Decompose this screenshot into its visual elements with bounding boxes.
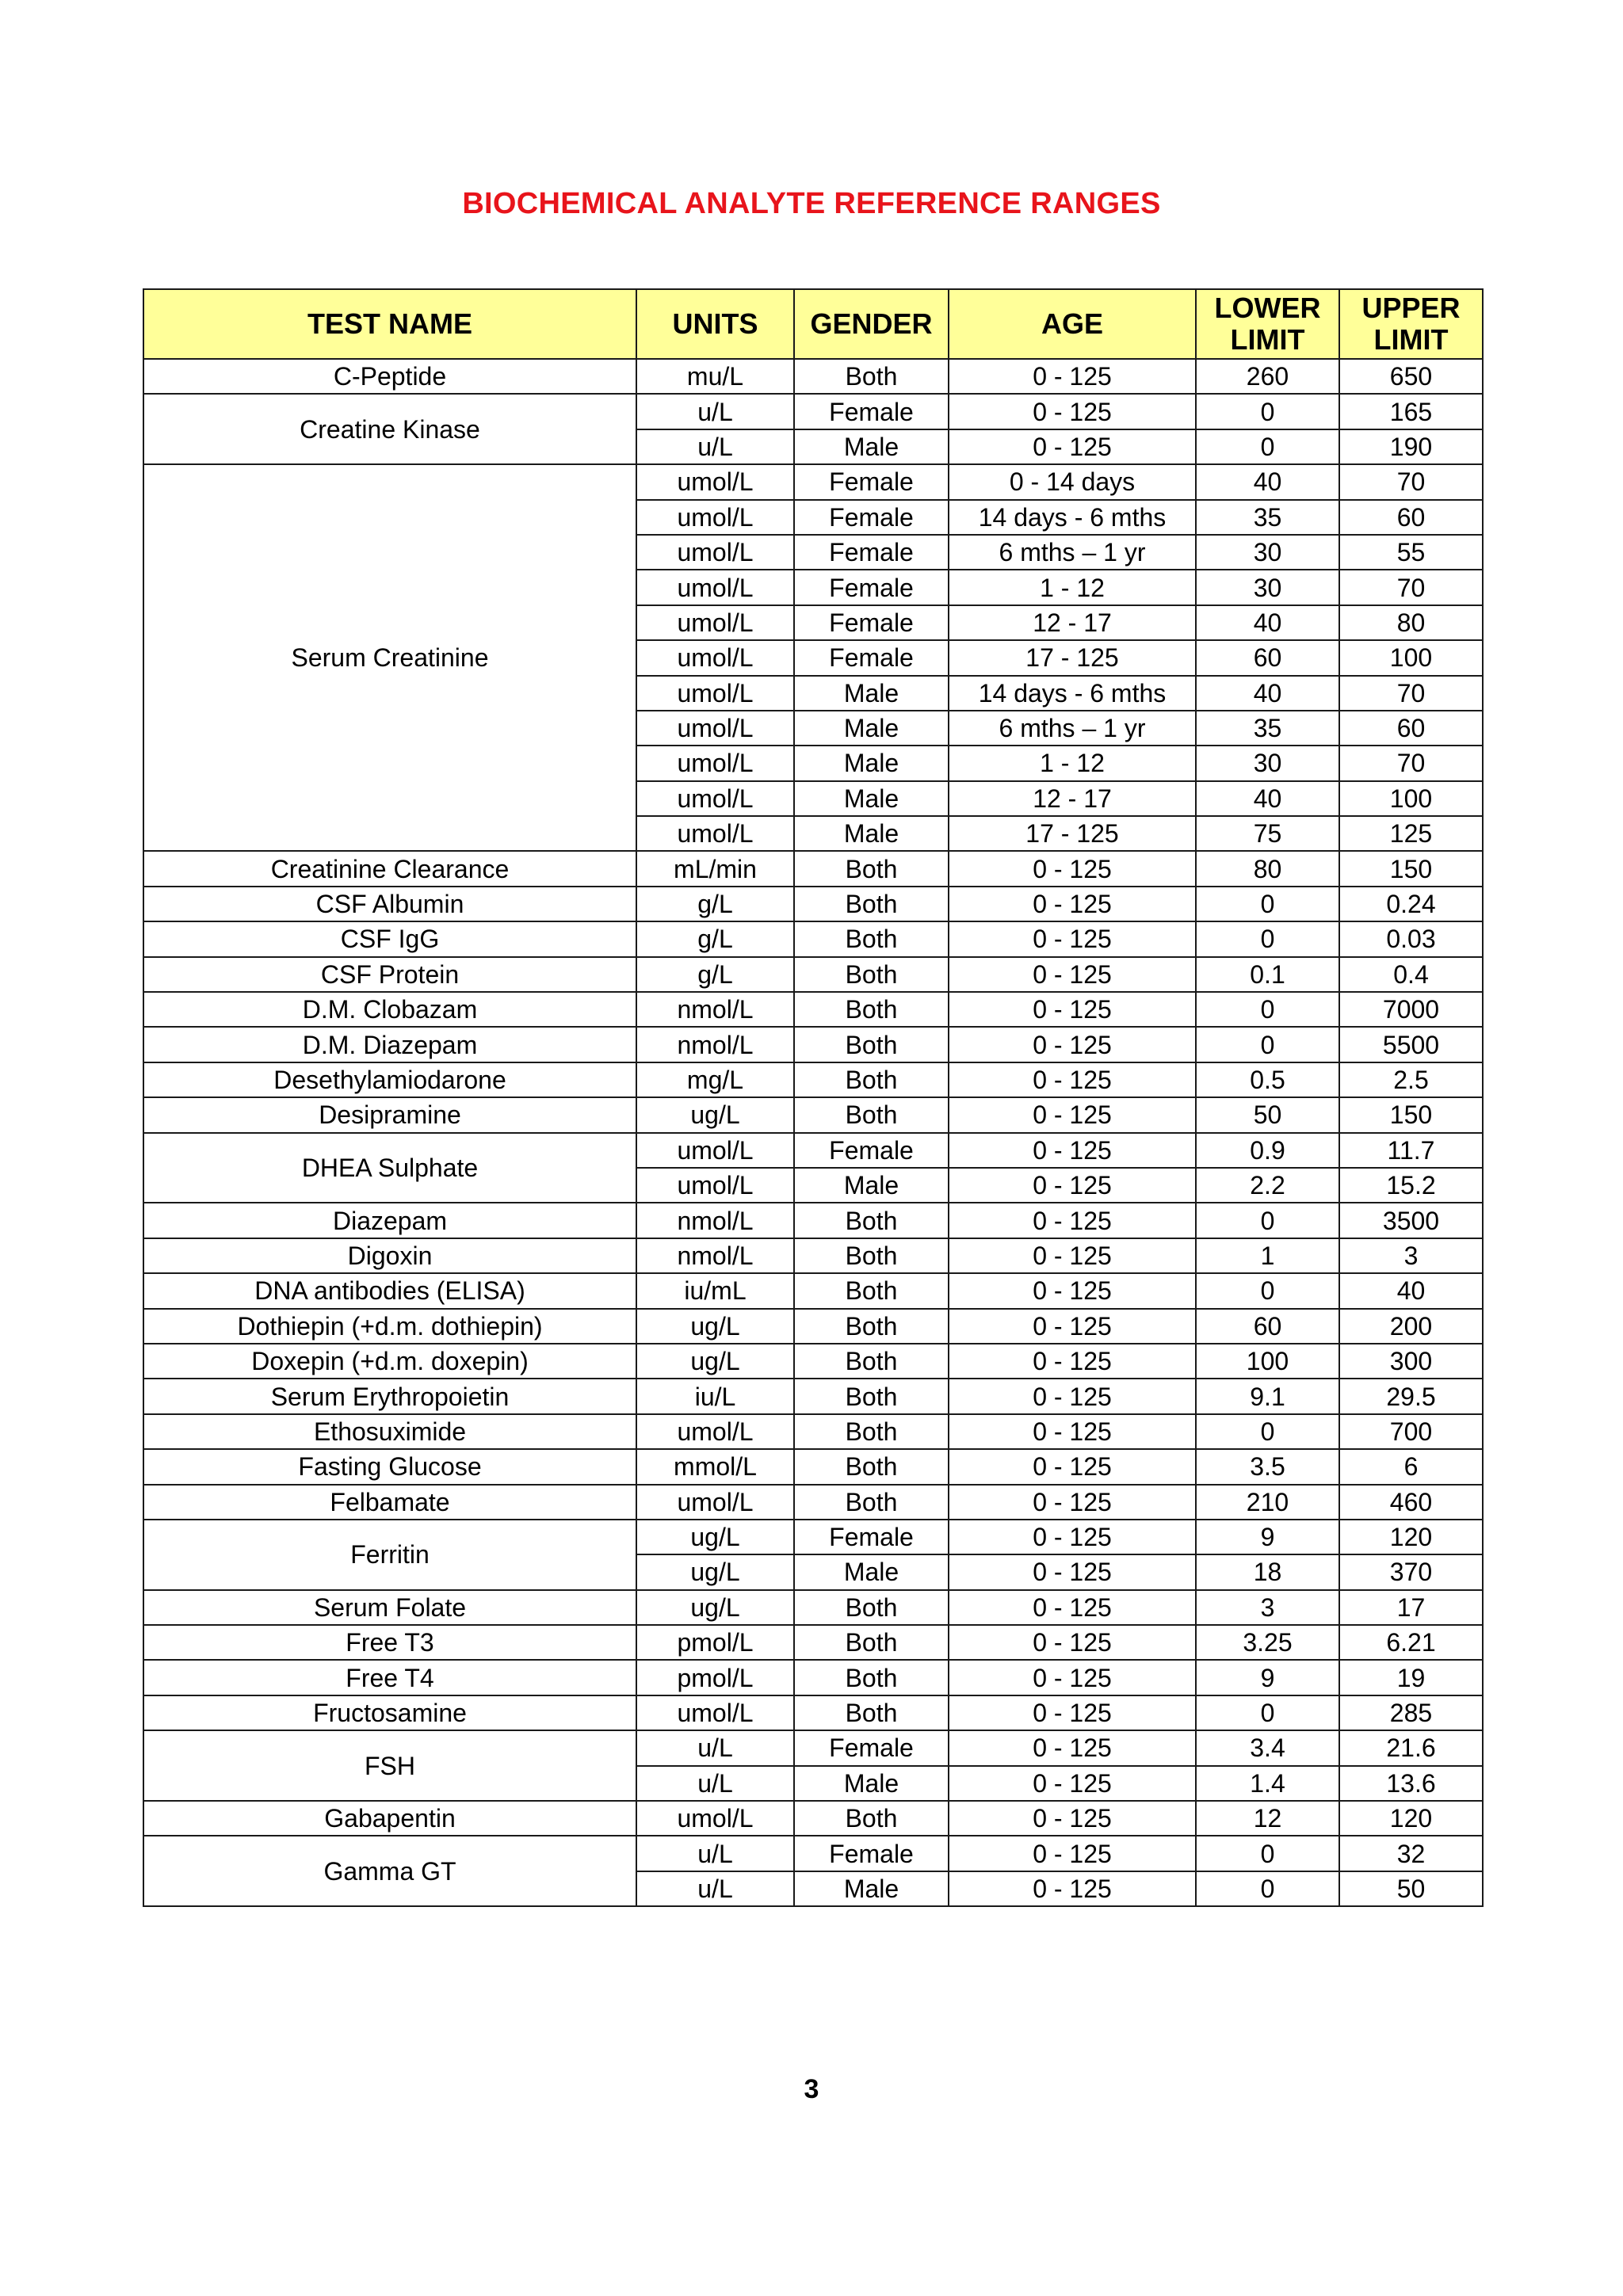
gender-cell: Male bbox=[794, 1766, 949, 1801]
age-cell: 17 - 125 bbox=[949, 640, 1196, 675]
units-cell: g/L bbox=[636, 887, 794, 921]
age-cell: 0 - 125 bbox=[949, 957, 1196, 992]
age-cell: 0 - 125 bbox=[949, 887, 1196, 921]
units-cell: pmol/L bbox=[636, 1625, 794, 1660]
age-cell: 0 - 14 days bbox=[949, 464, 1196, 499]
age-cell: 0 - 125 bbox=[949, 1379, 1196, 1413]
units-cell: mg/L bbox=[636, 1062, 794, 1097]
gender-cell: Both bbox=[794, 1309, 949, 1344]
lower-limit-cell: 30 bbox=[1196, 535, 1339, 570]
age-cell: 0 - 125 bbox=[949, 1836, 1196, 1871]
test-name-cell: Doxepin (+d.m. doxepin) bbox=[143, 1344, 636, 1379]
upper-limit-cell: 17 bbox=[1339, 1590, 1483, 1625]
test-name-cell: Desipramine bbox=[143, 1097, 636, 1132]
units-cell: u/L bbox=[636, 429, 794, 464]
table-row bbox=[143, 1485, 1483, 1520]
test-name-cell: D.M. Clobazam bbox=[143, 992, 636, 1027]
test-name-cell: Free T3 bbox=[143, 1625, 636, 1660]
header-upper-limit-line1: UPPER bbox=[1361, 292, 1461, 324]
units-cell: ug/L bbox=[636, 1520, 794, 1554]
table-row bbox=[143, 394, 1483, 429]
age-cell: 0 - 125 bbox=[949, 1695, 1196, 1730]
units-cell: umol/L bbox=[636, 746, 794, 780]
gender-cell: Female bbox=[794, 605, 949, 640]
gender-cell: Both bbox=[794, 1695, 949, 1730]
header-lower-limit-line2: LIMIT bbox=[1230, 323, 1305, 356]
test-name-cell: DHEA Sulphate bbox=[143, 1133, 636, 1203]
age-cell: 17 - 125 bbox=[949, 816, 1196, 851]
gender-cell: Both bbox=[794, 887, 949, 921]
gender-cell: Male bbox=[794, 746, 949, 780]
age-cell: 0 - 125 bbox=[949, 1309, 1196, 1344]
lower-limit-cell: 3.4 bbox=[1196, 1730, 1339, 1765]
page-number: 3 bbox=[804, 2074, 819, 2104]
gender-cell: Female bbox=[794, 640, 949, 675]
upper-limit-cell: 19 bbox=[1339, 1660, 1483, 1695]
lower-limit-cell: 1 bbox=[1196, 1238, 1339, 1273]
test-name-cell: Serum Erythropoietin bbox=[143, 1379, 636, 1413]
table-row bbox=[143, 1133, 1483, 1168]
age-cell: 0 - 125 bbox=[949, 1554, 1196, 1589]
lower-limit-cell: 35 bbox=[1196, 711, 1339, 746]
test-name-cell: Gabapentin bbox=[143, 1801, 636, 1836]
gender-cell: Both bbox=[794, 1414, 949, 1449]
age-cell: 0 - 125 bbox=[949, 394, 1196, 429]
lower-limit-cell: 40 bbox=[1196, 464, 1339, 499]
units-cell: umol/L bbox=[636, 816, 794, 851]
lower-limit-cell: 60 bbox=[1196, 640, 1339, 675]
gender-cell: Both bbox=[794, 851, 949, 886]
upper-limit-cell: 300 bbox=[1339, 1344, 1483, 1379]
test-name-cell: Gamma GT bbox=[143, 1836, 636, 1906]
test-name-cell: Diazepam bbox=[143, 1203, 636, 1238]
lower-limit-cell: 18 bbox=[1196, 1554, 1339, 1589]
lower-limit-cell: 30 bbox=[1196, 746, 1339, 780]
table-row bbox=[143, 887, 1483, 921]
table-row bbox=[143, 1449, 1483, 1484]
units-cell: u/L bbox=[636, 394, 794, 429]
upper-limit-cell: 150 bbox=[1339, 851, 1483, 886]
table-row bbox=[143, 1097, 1483, 1132]
lower-limit-cell: 0 bbox=[1196, 992, 1339, 1027]
table-row bbox=[143, 1309, 1483, 1344]
lower-limit-cell: 260 bbox=[1196, 359, 1339, 394]
age-cell: 0 - 125 bbox=[949, 1730, 1196, 1765]
table-row bbox=[143, 921, 1483, 956]
lower-limit-cell: 210 bbox=[1196, 1485, 1339, 1520]
lower-limit-cell: 0.9 bbox=[1196, 1133, 1339, 1168]
lower-limit-cell: 0 bbox=[1196, 1695, 1339, 1730]
test-name-cell: D.M. Diazepam bbox=[143, 1027, 636, 1062]
test-name-cell: Felbamate bbox=[143, 1485, 636, 1520]
age-cell: 0 - 125 bbox=[949, 1203, 1196, 1238]
reference-ranges-table bbox=[143, 288, 1484, 1907]
test-name-cell: Desethylamiodarone bbox=[143, 1062, 636, 1097]
units-cell: ug/L bbox=[636, 1344, 794, 1379]
test-name-cell: Creatinine Clearance bbox=[143, 851, 636, 886]
age-cell: 0 - 125 bbox=[949, 1062, 1196, 1097]
gender-cell: Female bbox=[794, 1133, 949, 1168]
table-body bbox=[143, 359, 1483, 1906]
age-cell: 0 - 125 bbox=[949, 851, 1196, 886]
age-cell: 0 - 125 bbox=[949, 1801, 1196, 1836]
gender-cell: Female bbox=[794, 535, 949, 570]
gender-cell: Both bbox=[794, 1801, 949, 1836]
gender-cell: Male bbox=[794, 1871, 949, 1906]
table-row bbox=[143, 1238, 1483, 1273]
age-cell: 0 - 125 bbox=[949, 1660, 1196, 1695]
header-units: UNITS bbox=[636, 289, 794, 359]
units-cell: umol/L bbox=[636, 1801, 794, 1836]
upper-limit-cell: 7000 bbox=[1339, 992, 1483, 1027]
upper-limit-cell: 100 bbox=[1339, 640, 1483, 675]
gender-cell: Male bbox=[794, 429, 949, 464]
page-title: BIOCHEMICAL ANALYTE REFERENCE RANGES bbox=[462, 187, 1161, 220]
age-cell: 12 - 17 bbox=[949, 605, 1196, 640]
gender-cell: Male bbox=[794, 711, 949, 746]
test-name-cell: Serum Folate bbox=[143, 1590, 636, 1625]
table-header-row bbox=[143, 289, 1483, 359]
age-cell: 0 - 125 bbox=[949, 1238, 1196, 1273]
units-cell: umol/L bbox=[636, 1133, 794, 1168]
age-cell: 0 - 125 bbox=[949, 1344, 1196, 1379]
gender-cell: Male bbox=[794, 1554, 949, 1589]
units-cell: g/L bbox=[636, 921, 794, 956]
upper-limit-cell: 11.7 bbox=[1339, 1133, 1483, 1168]
table-row bbox=[143, 359, 1483, 394]
upper-limit-cell: 460 bbox=[1339, 1485, 1483, 1520]
units-cell: umol/L bbox=[636, 640, 794, 675]
gender-cell: Both bbox=[794, 1238, 949, 1273]
test-name-cell: Serum Creatinine bbox=[143, 464, 636, 851]
upper-limit-cell: 165 bbox=[1339, 394, 1483, 429]
age-cell: 0 - 125 bbox=[949, 1133, 1196, 1168]
upper-limit-cell: 0.24 bbox=[1339, 887, 1483, 921]
header-upper-limit bbox=[1339, 289, 1483, 359]
lower-limit-cell: 0 bbox=[1196, 1836, 1339, 1871]
upper-limit-cell: 120 bbox=[1339, 1520, 1483, 1554]
header-lower-limit-line1: LOWER bbox=[1214, 292, 1321, 324]
units-cell: nmol/L bbox=[636, 1027, 794, 1062]
lower-limit-cell: 9 bbox=[1196, 1660, 1339, 1695]
upper-limit-cell: 6 bbox=[1339, 1449, 1483, 1484]
table-row bbox=[143, 1590, 1483, 1625]
test-name-cell: Fructosamine bbox=[143, 1695, 636, 1730]
gender-cell: Both bbox=[794, 359, 949, 394]
units-cell: umol/L bbox=[636, 570, 794, 605]
test-name-cell: CSF Albumin bbox=[143, 887, 636, 921]
units-cell: u/L bbox=[636, 1766, 794, 1801]
gender-cell: Both bbox=[794, 957, 949, 992]
upper-limit-cell: 2.5 bbox=[1339, 1062, 1483, 1097]
units-cell: umol/L bbox=[636, 500, 794, 535]
units-cell: ug/L bbox=[636, 1309, 794, 1344]
lower-limit-cell: 60 bbox=[1196, 1309, 1339, 1344]
units-cell: iu/L bbox=[636, 1379, 794, 1413]
table-row bbox=[143, 1344, 1483, 1379]
lower-limit-cell: 40 bbox=[1196, 781, 1339, 816]
upper-limit-cell: 50 bbox=[1339, 1871, 1483, 1906]
upper-limit-cell: 15.2 bbox=[1339, 1168, 1483, 1203]
units-cell: u/L bbox=[636, 1871, 794, 1906]
header-lower-limit bbox=[1196, 289, 1339, 359]
units-cell: mu/L bbox=[636, 359, 794, 394]
units-cell: umol/L bbox=[636, 1168, 794, 1203]
upper-limit-cell: 29.5 bbox=[1339, 1379, 1483, 1413]
age-cell: 0 - 125 bbox=[949, 1766, 1196, 1801]
units-cell: mmol/L bbox=[636, 1449, 794, 1484]
test-name-cell: Dothiepin (+d.m. dothiepin) bbox=[143, 1309, 636, 1344]
lower-limit-cell: 2.2 bbox=[1196, 1168, 1339, 1203]
test-name-cell: Ethosuximide bbox=[143, 1414, 636, 1449]
gender-cell: Both bbox=[794, 921, 949, 956]
age-cell: 0 - 125 bbox=[949, 359, 1196, 394]
lower-limit-cell: 0 bbox=[1196, 1273, 1339, 1308]
upper-limit-cell: 70 bbox=[1339, 464, 1483, 499]
upper-limit-cell: 80 bbox=[1339, 605, 1483, 640]
gender-cell: Female bbox=[794, 570, 949, 605]
test-name-cell: Ferritin bbox=[143, 1520, 636, 1590]
header-upper-limit-line2: LIMIT bbox=[1373, 323, 1449, 356]
header-gender: GENDER bbox=[794, 289, 949, 359]
upper-limit-cell: 6.21 bbox=[1339, 1625, 1483, 1660]
upper-limit-cell: 700 bbox=[1339, 1414, 1483, 1449]
age-cell: 0 - 125 bbox=[949, 1625, 1196, 1660]
table-row bbox=[143, 992, 1483, 1027]
units-cell: u/L bbox=[636, 1836, 794, 1871]
upper-limit-cell: 650 bbox=[1339, 359, 1483, 394]
upper-limit-cell: 370 bbox=[1339, 1554, 1483, 1589]
gender-cell: Both bbox=[794, 1062, 949, 1097]
gender-cell: Male bbox=[794, 816, 949, 851]
age-cell: 14 days - 6 mths bbox=[949, 676, 1196, 711]
upper-limit-cell: 285 bbox=[1339, 1695, 1483, 1730]
upper-limit-cell: 70 bbox=[1339, 746, 1483, 780]
lower-limit-cell: 9 bbox=[1196, 1520, 1339, 1554]
upper-limit-cell: 32 bbox=[1339, 1836, 1483, 1871]
gender-cell: Both bbox=[794, 1660, 949, 1695]
gender-cell: Female bbox=[794, 500, 949, 535]
age-cell: 0 - 125 bbox=[949, 1097, 1196, 1132]
table-row bbox=[143, 1730, 1483, 1765]
lower-limit-cell: 0 bbox=[1196, 1027, 1339, 1062]
gender-cell: Female bbox=[794, 1836, 949, 1871]
lower-limit-cell: 0 bbox=[1196, 394, 1339, 429]
units-cell: umol/L bbox=[636, 711, 794, 746]
units-cell: umol/L bbox=[636, 781, 794, 816]
age-cell: 0 - 125 bbox=[949, 1027, 1196, 1062]
age-cell: 0 - 125 bbox=[949, 992, 1196, 1027]
lower-limit-cell: 1.4 bbox=[1196, 1766, 1339, 1801]
age-cell: 0 - 125 bbox=[949, 1273, 1196, 1308]
units-cell: u/L bbox=[636, 1730, 794, 1765]
units-cell: umol/L bbox=[636, 1414, 794, 1449]
units-cell: umol/L bbox=[636, 676, 794, 711]
age-cell: 14 days - 6 mths bbox=[949, 500, 1196, 535]
age-cell: 0 - 125 bbox=[949, 1168, 1196, 1203]
units-cell: umol/L bbox=[636, 464, 794, 499]
lower-limit-cell: 0 bbox=[1196, 1871, 1339, 1906]
age-cell: 1 - 12 bbox=[949, 570, 1196, 605]
gender-cell: Both bbox=[794, 1449, 949, 1484]
header-test-name: TEST NAME bbox=[143, 289, 636, 359]
gender-cell: Female bbox=[794, 1730, 949, 1765]
units-cell: umol/L bbox=[636, 1485, 794, 1520]
upper-limit-cell: 21.6 bbox=[1339, 1730, 1483, 1765]
table-row bbox=[143, 1625, 1483, 1660]
lower-limit-cell: 40 bbox=[1196, 605, 1339, 640]
table-row bbox=[143, 1695, 1483, 1730]
lower-limit-cell: 0 bbox=[1196, 887, 1339, 921]
lower-limit-cell: 9.1 bbox=[1196, 1379, 1339, 1413]
age-cell: 0 - 125 bbox=[949, 1520, 1196, 1554]
age-cell: 6 mths – 1 yr bbox=[949, 535, 1196, 570]
upper-limit-cell: 60 bbox=[1339, 711, 1483, 746]
units-cell: umol/L bbox=[636, 1695, 794, 1730]
gender-cell: Both bbox=[794, 1203, 949, 1238]
gender-cell: Both bbox=[794, 992, 949, 1027]
lower-limit-cell: 0.5 bbox=[1196, 1062, 1339, 1097]
lower-limit-cell: 3.25 bbox=[1196, 1625, 1339, 1660]
upper-limit-cell: 0.03 bbox=[1339, 921, 1483, 956]
gender-cell: Female bbox=[794, 394, 949, 429]
upper-limit-cell: 60 bbox=[1339, 500, 1483, 535]
age-cell: 0 - 125 bbox=[949, 429, 1196, 464]
table-row bbox=[143, 1801, 1483, 1836]
upper-limit-cell: 190 bbox=[1339, 429, 1483, 464]
table-row bbox=[143, 1273, 1483, 1308]
gender-cell: Female bbox=[794, 1520, 949, 1554]
upper-limit-cell: 70 bbox=[1339, 676, 1483, 711]
lower-limit-cell: 0 bbox=[1196, 1414, 1339, 1449]
test-name-cell: CSF IgG bbox=[143, 921, 636, 956]
test-name-cell: Digoxin bbox=[143, 1238, 636, 1273]
lower-limit-cell: 80 bbox=[1196, 851, 1339, 886]
gender-cell: Both bbox=[794, 1379, 949, 1413]
table-row bbox=[143, 1836, 1483, 1871]
gender-cell: Both bbox=[794, 1625, 949, 1660]
age-cell: 0 - 125 bbox=[949, 1871, 1196, 1906]
lower-limit-cell: 35 bbox=[1196, 500, 1339, 535]
table-row bbox=[143, 464, 1483, 499]
age-cell: 0 - 125 bbox=[949, 1414, 1196, 1449]
units-cell: ug/L bbox=[636, 1097, 794, 1132]
table-row bbox=[143, 1414, 1483, 1449]
gender-cell: Female bbox=[794, 464, 949, 499]
units-cell: umol/L bbox=[636, 605, 794, 640]
gender-cell: Male bbox=[794, 676, 949, 711]
table-row bbox=[143, 1660, 1483, 1695]
test-name-cell: Fasting Glucose bbox=[143, 1449, 636, 1484]
test-name-cell: CSF Protein bbox=[143, 957, 636, 992]
lower-limit-cell: 30 bbox=[1196, 570, 1339, 605]
upper-limit-cell: 5500 bbox=[1339, 1027, 1483, 1062]
units-cell: nmol/L bbox=[636, 1203, 794, 1238]
test-name-cell: FSH bbox=[143, 1730, 636, 1801]
age-cell: 0 - 125 bbox=[949, 1449, 1196, 1484]
lower-limit-cell: 0 bbox=[1196, 1203, 1339, 1238]
upper-limit-cell: 0.4 bbox=[1339, 957, 1483, 992]
upper-limit-cell: 13.6 bbox=[1339, 1766, 1483, 1801]
lower-limit-cell: 0 bbox=[1196, 921, 1339, 956]
gender-cell: Both bbox=[794, 1590, 949, 1625]
table-row bbox=[143, 1062, 1483, 1097]
age-cell: 6 mths – 1 yr bbox=[949, 711, 1196, 746]
units-cell: umol/L bbox=[636, 535, 794, 570]
lower-limit-cell: 0.1 bbox=[1196, 957, 1339, 992]
header-age: AGE bbox=[949, 289, 1196, 359]
gender-cell: Both bbox=[794, 1027, 949, 1062]
upper-limit-cell: 100 bbox=[1339, 781, 1483, 816]
lower-limit-cell: 40 bbox=[1196, 676, 1339, 711]
upper-limit-cell: 3500 bbox=[1339, 1203, 1483, 1238]
lower-limit-cell: 100 bbox=[1196, 1344, 1339, 1379]
lower-limit-cell: 0 bbox=[1196, 429, 1339, 464]
upper-limit-cell: 40 bbox=[1339, 1273, 1483, 1308]
units-cell: nmol/L bbox=[636, 1238, 794, 1273]
gender-cell: Male bbox=[794, 1168, 949, 1203]
upper-limit-cell: 150 bbox=[1339, 1097, 1483, 1132]
table-row bbox=[143, 1203, 1483, 1238]
upper-limit-cell: 200 bbox=[1339, 1309, 1483, 1344]
age-cell: 1 - 12 bbox=[949, 746, 1196, 780]
table-row bbox=[143, 851, 1483, 886]
units-cell: ug/L bbox=[636, 1554, 794, 1589]
units-cell: iu/mL bbox=[636, 1273, 794, 1308]
units-cell: mL/min bbox=[636, 851, 794, 886]
table-row bbox=[143, 1379, 1483, 1413]
units-cell: ug/L bbox=[636, 1590, 794, 1625]
table-row bbox=[143, 1520, 1483, 1554]
gender-cell: Both bbox=[794, 1097, 949, 1132]
test-name-cell: Free T4 bbox=[143, 1660, 636, 1695]
age-cell: 0 - 125 bbox=[949, 1590, 1196, 1625]
test-name-cell: DNA antibodies (ELISA) bbox=[143, 1273, 636, 1308]
units-cell: nmol/L bbox=[636, 992, 794, 1027]
upper-limit-cell: 3 bbox=[1339, 1238, 1483, 1273]
lower-limit-cell: 75 bbox=[1196, 816, 1339, 851]
test-name-cell: C-Peptide bbox=[143, 359, 636, 394]
upper-limit-cell: 55 bbox=[1339, 535, 1483, 570]
gender-cell: Both bbox=[794, 1273, 949, 1308]
lower-limit-cell: 3.5 bbox=[1196, 1449, 1339, 1484]
upper-limit-cell: 125 bbox=[1339, 816, 1483, 851]
lower-limit-cell: 3 bbox=[1196, 1590, 1339, 1625]
gender-cell: Both bbox=[794, 1485, 949, 1520]
gender-cell: Male bbox=[794, 781, 949, 816]
age-cell: 0 - 125 bbox=[949, 921, 1196, 956]
gender-cell: Both bbox=[794, 1344, 949, 1379]
units-cell: g/L bbox=[636, 957, 794, 992]
lower-limit-cell: 50 bbox=[1196, 1097, 1339, 1132]
age-cell: 12 - 17 bbox=[949, 781, 1196, 816]
upper-limit-cell: 120 bbox=[1339, 1801, 1483, 1836]
test-name-cell: Creatine Kinase bbox=[143, 394, 636, 464]
upper-limit-cell: 70 bbox=[1339, 570, 1483, 605]
table-row bbox=[143, 957, 1483, 992]
lower-limit-cell: 12 bbox=[1196, 1801, 1339, 1836]
age-cell: 0 - 125 bbox=[949, 1485, 1196, 1520]
units-cell: pmol/L bbox=[636, 1660, 794, 1695]
table-row bbox=[143, 1027, 1483, 1062]
